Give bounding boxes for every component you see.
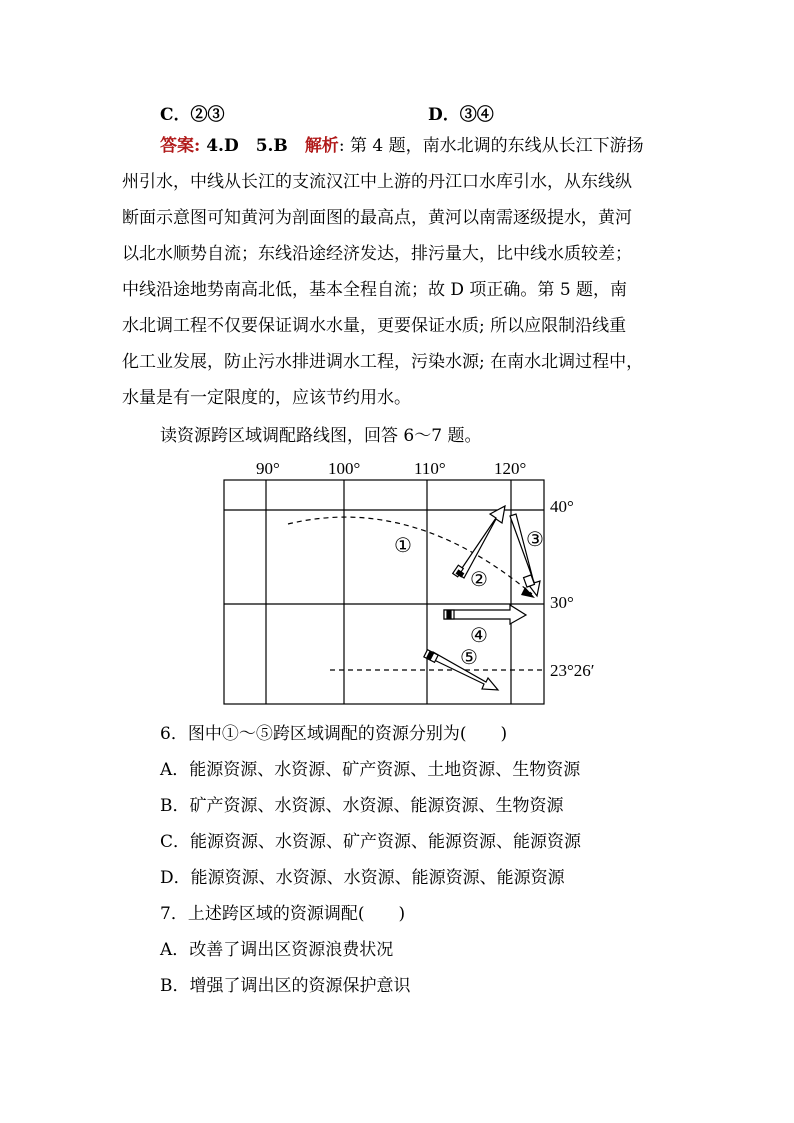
lat-label-40: 40°: [550, 497, 574, 516]
question-6-option-a: A．能源资源、水资源、矿产资源、土地资源、生物资源: [160, 760, 581, 780]
question-7-option-a: A．改善了调出区资源浪费状况: [160, 940, 394, 960]
lon-label-110: 110°: [414, 459, 446, 478]
question-6-option-d: D．能源资源、水资源、水资源、能源资源、能源资源: [160, 868, 565, 888]
prev-option-d: D．③④: [428, 105, 494, 125]
question-intro: 读资源跨区域调配路线图，回答 6～7 题。: [160, 426, 482, 446]
route-3-arrow: [510, 514, 540, 596]
lon-label-90: 90°: [256, 459, 280, 478]
route-4-arrow: [444, 605, 526, 624]
answer-values: 4.D 5.B: [200, 136, 288, 156]
route-label-2: ②: [470, 569, 488, 591]
analysis-line-6: 化工业发展，防止污水排进调水工程，污染水源; 在南水北调过程中，: [122, 352, 644, 372]
question-7-option-b: B．增强了调出区的资源保护意识: [160, 976, 411, 996]
analysis-line-4: 中线沿途地势南高北低，基本全程自流；故 D 项正确。第 5 题，南: [122, 280, 628, 300]
route-label-4: ④: [470, 625, 488, 647]
question-6-stem: 6．图中①～⑤跨区域调配的资源分别为( ): [160, 724, 508, 744]
question-6-option-b: B．矿产资源、水资源、水资源、能源资源、生物资源: [160, 796, 564, 816]
analysis-line-2: 断面示意图可知黄河为剖面图的最高点，黄河以南需逐级提水，黄河: [122, 208, 632, 228]
answer-label: 答案: [160, 136, 194, 156]
answer-colon: :: [194, 136, 201, 156]
analysis-line-7: 水量是有一定限度的，应该节约用水。: [122, 388, 411, 408]
analysis-line-5: 水北调工程不仅要保证调水水量，更要保证水质; 所以应限制沿线重: [122, 316, 627, 336]
analysis-label: 解析: [304, 136, 339, 156]
question-7-stem: 7．上述跨区域的资源调配( ): [160, 904, 406, 924]
resource-route-map: [222, 454, 642, 714]
lon-label-120: 120°: [494, 459, 527, 478]
route-label-3: ③: [526, 529, 544, 551]
question-6-option-c: C．能源资源、水资源、矿产资源、能源资源、能源资源: [160, 832, 582, 852]
answer-first-line: [160, 136, 644, 156]
analysis-line-0: : 第 4 题，南水北调的东线从长江下游扬: [338, 136, 644, 156]
prev-option-c: C．②③: [160, 105, 225, 125]
lat-label-tropic: 23°26′: [550, 661, 595, 680]
lon-label-100: 100°: [328, 459, 361, 478]
analysis-line-3: 以北水顺势自流；东线沿途经济发达，排污量大，比中线水质较差；: [122, 244, 632, 264]
analysis-line-1: 州引水，中线从长江的支流汉江中上游的丹江口水库引水，从东线纵: [122, 172, 632, 192]
route-label-5: ⑤: [460, 647, 478, 669]
route-label-1: ①: [394, 535, 412, 557]
lat-label-30: 30°: [550, 593, 574, 612]
